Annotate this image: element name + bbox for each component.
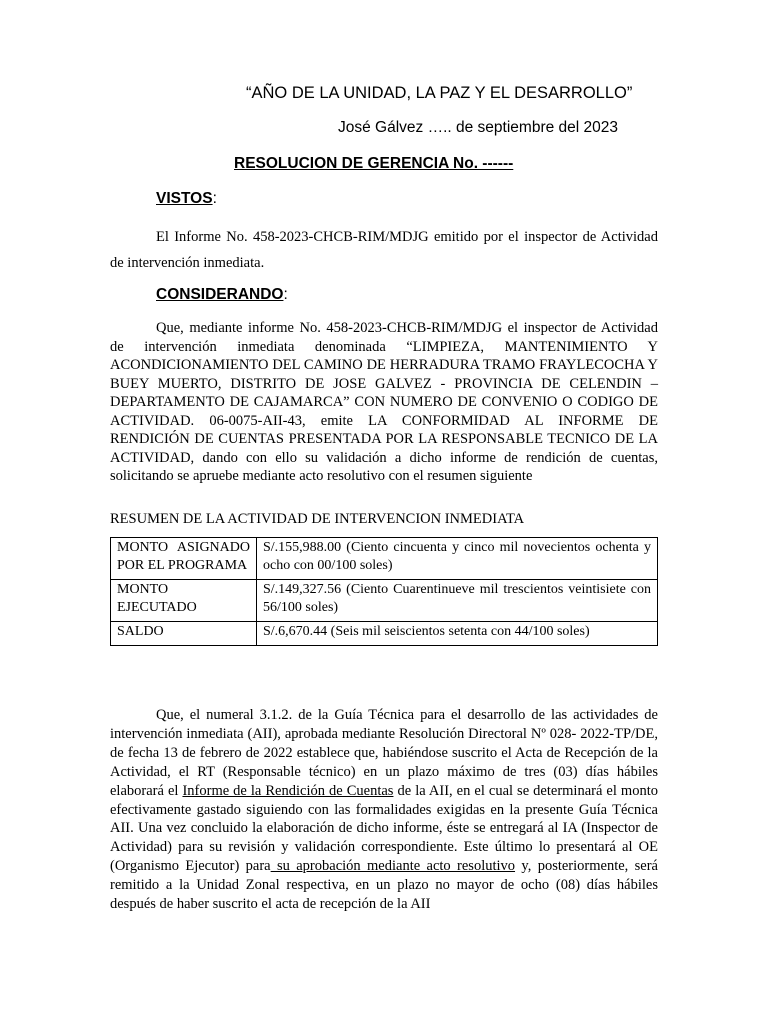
row-label: MONTO EJECUTADO (111, 580, 257, 622)
resolution-title: RESOLUCION DE GERENCIA No. ------ (234, 155, 514, 172)
summary-table (110, 537, 658, 646)
vistos-paragraph (110, 224, 658, 276)
vistos-text: El Informe No. 458-2023-CHCB-RIM/MDJG emitido por el inspector de Actividad de intervención inmediata. (110, 229, 658, 271)
summary-heading: RESUMEN DE LA ACTIVIDAD DE INTERVENCION INMEDIATA (110, 511, 525, 527)
vistos-colon: : (212, 190, 217, 207)
underlined-informe-rendicion: Informe de la Rendición de Cuentas (182, 782, 394, 799)
guia-tecnica-paragraph (110, 706, 658, 914)
considerando-paragraph (110, 319, 658, 486)
considerando-colon: : (283, 286, 288, 303)
table-row (111, 622, 658, 646)
vistos-heading-line (156, 190, 217, 208)
guia-tecnica-text (110, 706, 658, 914)
guia-text-part1: Que, el numeral 3.1.2. de la Guía Técnica para el desarrollo de las actividades de intervención inmediata (AII), aprobada mediante Resolución Directoral Nº 028- 2022-TP/DE, de fecha 13 de febrero de 2022 establece que, habiéndose suscrito el Acta de Recepción de la Actividad, el RT (Responsable técnico) en un plazo máximo de tres (03) días hábiles elaborará el (110, 707, 658, 799)
row-value: S/.149,327.56 (Ciento Cuarentinueve mil trescientos veintisiete con 56/100 soles) (257, 580, 658, 622)
considerando-heading-line (156, 286, 288, 304)
considerando-heading: CONSIDERANDO (156, 286, 284, 303)
table-row (111, 538, 658, 580)
table-row (111, 580, 658, 622)
row-value: S/.6,670.44 (Seis mil seiscientos setenta con 44/100 soles) (257, 622, 658, 646)
row-label: MONTO ASIGNADO POR EL PROGRAMA (111, 538, 257, 580)
row-label: SALDO (111, 622, 257, 646)
guia-text-part3: y, posteriormente, será remitido a la Unidad Zonal respectiva, en un plazo no mayor de ocho (08) días hábiles después de haber suscrito el acta de recepción de la AII (110, 858, 658, 913)
vistos-heading: VISTOS (156, 190, 213, 207)
underlined-aprobacion: su aprobación mediante acto resolutivo (270, 858, 516, 875)
considerando-text: Que, mediante informe No. 458-2023-CHCB-RIM/MDJG el inspector de Actividad de intervención inmediata denominada “LIMPIEZA, MANTENIMIENTO Y ACONDICIONAMIENTO DEL CAMINO DE HERRADURA TRAMO FRAYLECOCHA Y BUEY MUERTO, DISTRITO DE JOSE GALVEZ - PROVINCIA DE CELENDIN – DEPARTAMENTO DE CAJAMARCA” CON NUMERO DE CONVENIO O CODIGO DE ACTIVIDAD. 06-0075-AII-43, emite LA CONFORMIDAD AL INFORME DE RENDICIÓN DE CUENTAS PRESENTADA POR LA RESPONSABLE TECNICO DE LA ACTIVIDAD, dando con ello su validación a dicho informe de rendición de cuentas, solicitando se apruebe mediante acto resolutivo con el resumen siguiente (110, 320, 658, 484)
row-value: S/.155,988.00 (Ciento cincuenta y cinco mil novecientos ochenta y ocho con 00/100 soles) (257, 538, 658, 580)
place-date: José Gálvez ….. de septiembre del 2023 (338, 119, 619, 136)
year-motto: “AÑO DE LA UNIDAD, LA PAZ Y EL DESARROLLO” (246, 84, 633, 102)
guia-text-part2: de la AII, en el cual se determinará el monto efectivamente gastado siguiendo con las formalidades exigidas en la presente Guía Técnica AII. Una vez concluido la elaboración de dicho informe, éste se entregará al IA (Inspector de Actividad) para su revisión y validación correspondiente. Este último lo presentará al OE (Organismo Ejecutor) para (110, 782, 658, 875)
